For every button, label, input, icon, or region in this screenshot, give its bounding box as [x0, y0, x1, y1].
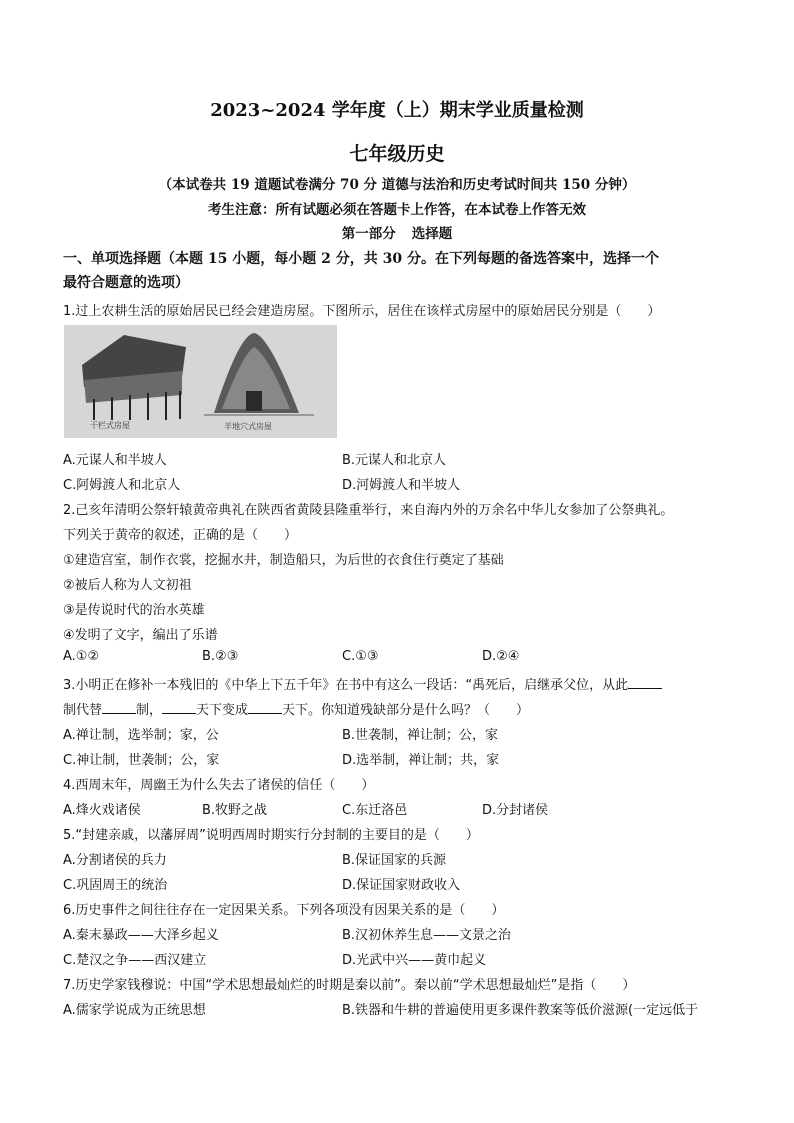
q5-option-c: C.巩固周王的统治 [63, 878, 168, 893]
q3-option-c: C.神让制，世袭制；公，家 [63, 753, 220, 768]
q2-statement-4: ④发明了文字，编出了乐谱 [63, 628, 218, 643]
q3-option-b: B.世袭制，禅让制；公，家 [342, 728, 499, 743]
exam-notice: 考生注意：所有试题必须在答题卡上作答，在本试卷上作答无效 [208, 202, 586, 218]
q3-stem-text3: 制， [136, 703, 163, 718]
q4-option-c: C.东迁洛邑 [342, 803, 408, 818]
q2-statement-2: ②被后人称为人文初祖 [63, 578, 192, 593]
q2-option-a: A.①② [63, 649, 100, 664]
q3-stem-line1 [63, 674, 662, 693]
q6-option-b: B.汉初休养生息——文景之治 [342, 928, 512, 943]
q2-stem-line1: 2.己亥年清明公祭轩辕黄帝典礼在陕西省黄陵县隆重举行，来自海内外的万余名中华儿女参加了公祭典礼。 [63, 503, 674, 518]
q1-option-a: A.元谋人和半坡人 [63, 453, 167, 468]
q6-stem: 6.历史事件之间往往存在一定因果关系。下列各项没有因果关系的是（ ） [63, 903, 505, 918]
q2-statement-3: ③是传说时代的治水英雄 [63, 603, 205, 618]
q3-option-d: D.选举制，禅让制；共，家 [342, 753, 500, 768]
q4-option-d: D.分封诸侯 [482, 803, 549, 818]
section-heading-line1: 一、单项选择题（本题 15 小题，每小题 2 分，共 30 分。在下列每题的备选答案中，选择一个 [63, 251, 659, 267]
q2-statement-1: ①建造宫室，制作衣裳，挖掘水井，制造船只，为后世的衣食住行奠定了基础 [63, 553, 504, 568]
q2-option-b: B.②③ [202, 649, 239, 664]
q6-option-a: A.秦末暴政——大泽乡起义 [63, 928, 219, 943]
q3-stem-text1: 3.小明正在修补一本残旧的《中华上下五千年》在书中有这么一段话：“禹死后，启继承父位，从此 [63, 678, 629, 693]
part-name: 选择题 [411, 226, 453, 242]
q7-option-a: A.儒家学说成为正统思想 [63, 1003, 206, 1018]
q7-option-b: B.铁器和牛耕的普遍使用更多课件教案等低价滋源(一定远低于 [342, 1003, 699, 1018]
exam-info-note: （本试卷共 19 道题试卷满分 70 分 道德与法治和历史考试时间共 150 分钟） [158, 177, 636, 193]
q1-option-d: D.河姆渡人和半坡人 [342, 478, 461, 493]
q2-stem-line2: 下列关于黄帝的叙述，正确的是（ ） [63, 528, 298, 543]
q3-stem-text2: 制代替 [63, 703, 103, 718]
q5-option-b: B.保证国家的兵源 [342, 853, 447, 868]
q7-stem: 7.历史学家钱穆说：中国“学术思想最灿烂的时期是秦以前”。秦以前“学术思想最灿烂”是指（ ） [63, 978, 636, 993]
q4-option-b: B.牧野之战 [202, 803, 268, 818]
q2-option-d: D.②④ [482, 649, 520, 664]
q1-option-c: C.阿姆渡人和北京人 [63, 478, 181, 493]
q5-option-a: A.分割诸侯的兵力 [63, 853, 167, 868]
q5-option-d: D.保证国家财政收入 [342, 878, 461, 893]
q1-caption-stilt: 干栏式房屋 [90, 421, 130, 430]
q3-stem-text5: 天下。你知道残缺部分是什么吗？（ ） [282, 703, 530, 718]
q1-houses-image [64, 325, 337, 438]
q3-stem-text4: 天下变成 [196, 703, 249, 718]
q3-blank-1 [628, 676, 662, 689]
q6-option-c: C.楚汉之争——西汉建立 [63, 953, 207, 968]
q3-stem-line2 [63, 699, 529, 718]
exam-subject: 七年级历史 [349, 143, 445, 165]
q1-option-b: B.元谋人和北京人 [342, 453, 447, 468]
q3-blank-4 [162, 701, 196, 714]
q3-blank-3 [102, 701, 136, 714]
q3-option-a: A.禅让制，选举制；家，公 [63, 728, 219, 743]
q5-stem: 5.“封建亲戚，以藩屏周”说明西周时期实行分封制的主要目的是（ ） [63, 828, 479, 843]
q4-stem: 4.西周末年，周幽王为什么失去了诸侯的信任（ ） [63, 778, 375, 793]
q1-stem: 1.过上农耕生活的原始居民已经会建造房屋。下图所示，居住在该样式房屋中的原始居民分别是（ ） [63, 304, 661, 319]
q2-option-c: C.①③ [342, 649, 379, 664]
part-heading [0, 222, 794, 242]
section-heading-line2: 最符合题意的选项） [63, 275, 189, 291]
q3-blank-5 [248, 701, 282, 714]
part-number: 第一部分 [341, 226, 396, 242]
q6-option-d: D.光武中兴——黄巾起义 [342, 953, 487, 968]
q4-option-a: A.烽火戏诸侯 [63, 803, 141, 818]
exam-title: 2023~2024 学年度（上）期末学业质量检测 [210, 100, 584, 121]
q1-caption-pit: 半地穴式房屋 [224, 422, 272, 431]
